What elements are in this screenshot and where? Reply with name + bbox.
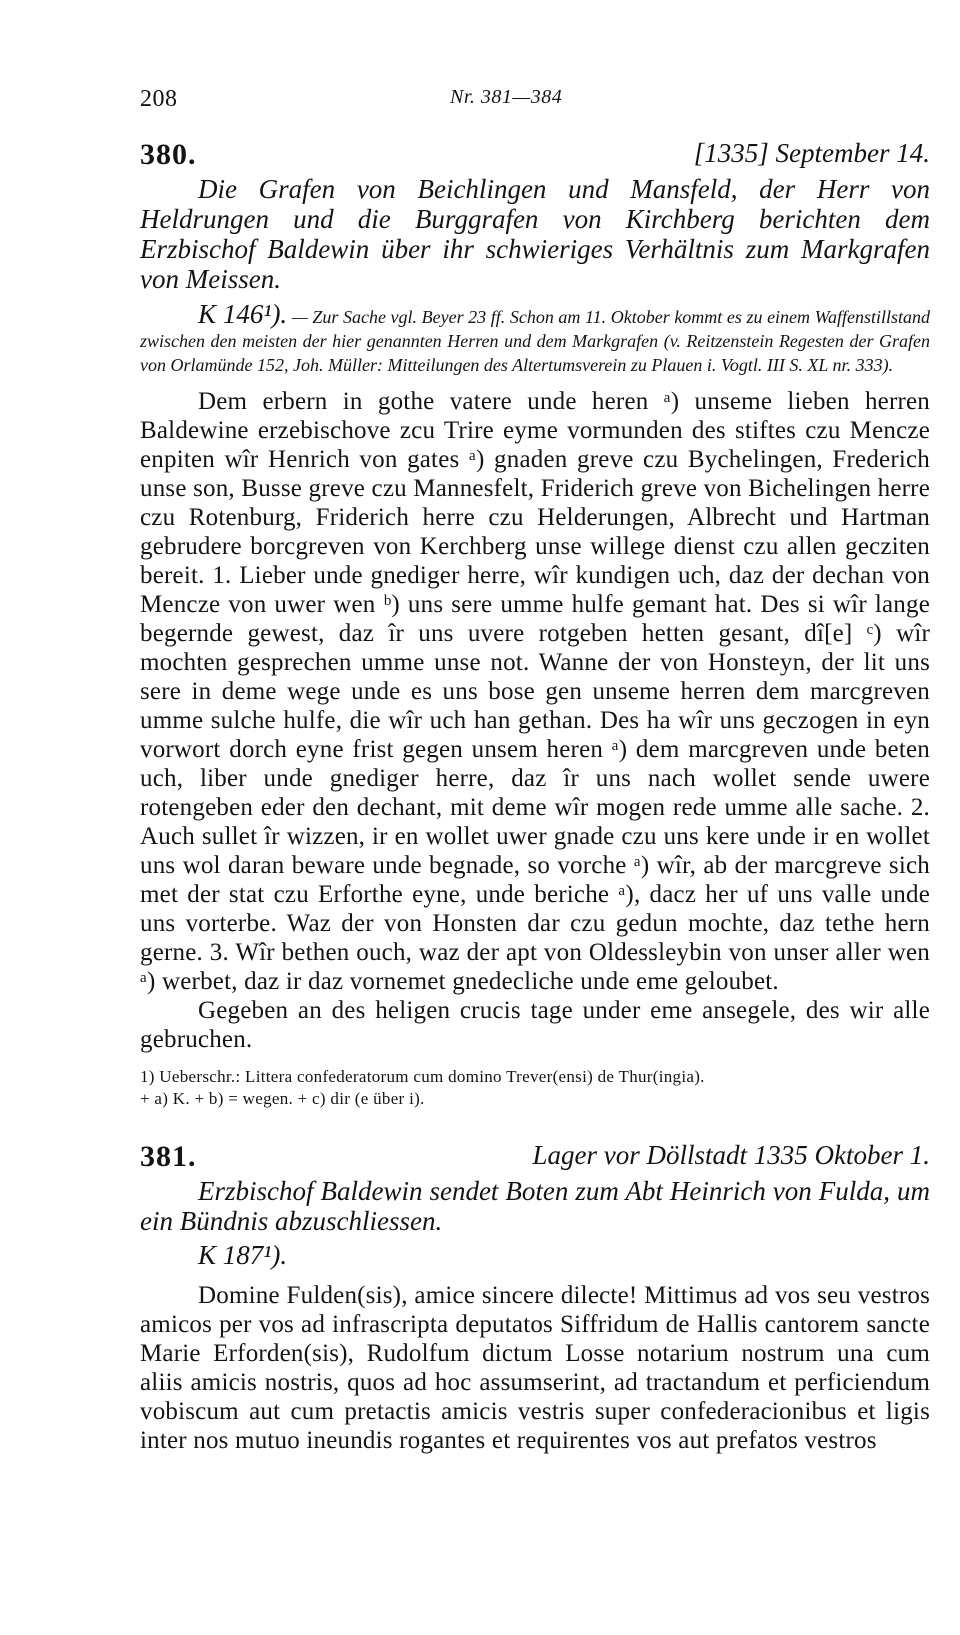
entry-header xyxy=(140,134,930,174)
running-head xyxy=(140,72,930,112)
document-text: Dem erbern in gothe vatere unde heren ᵃ) unseme lieben herren Baldewine erzebischove zcu Trire eyme vormunden des stiftes czu Mencze enpiten wîr Henrich von gates ᵃ) gnaden greve czu Bychelingen, Frederich unse son, Busse greve czu Mannesfelt, Friderich greve von Bichelingen herre czu Rotenburg, Friderich herre czu Helderungen, Albrecht und Hartman gebrudere borcgreven von Kerchberg unse willege dienst czu allen gecziten bereit. 1. Lieber unde gnediger herre, wîr kundigen uch, daz der dechan von Mencze von uwer wen ᵇ) uns sere umme hulfe gemant hat. Des si wîr lange begernde gewest, daz îr uns uvere rotgeben hetten gesant, dî[e] ᶜ) wîr mochten gesprechen umme unse not. Wanne der von Honsteyn, der lit uns sere in deme wege unde es uns bose gen unseme herren dem marcgreven umme sulche hulfe, die wîr uch han gethan. Des ha wîr uns geczogen in eyn vorwort dorch eyne frist gegen unsem heren ᵃ) dem marcgreven unde beten uch, liber unde gnediger herre, daz îr uns nach wollet sende uwere rotengeben eder den dechant, mit deme wîr mogen rede umme alle sache. 2. Auch sullet îr wizzen, ir en wollet uwer gnade czu uns kere unde ir en wollet uns wol daran beware unde begnade, so vorche ᵃ) wîr, ab der marcgreve sich met der stat czu Erforthe eyne, unde beriche ᵃ), dacz her uf uns valle unde uns vorterbe. Waz der von Honsten dar czu gedun mochte, daz tethe hern gerne. 3. Wîr bethen ouch, waz der apt von Oldessleybin von unser aller wen ᵃ) werbet, daz ir daz vornemet gnedecliche unde eme geloubet. xyxy=(140,388,930,995)
entry-381 xyxy=(140,1136,930,1455)
source-notes xyxy=(140,299,930,377)
entry-header xyxy=(140,1136,930,1176)
entry-number: 381. xyxy=(140,1140,197,1173)
entry-380 xyxy=(140,134,930,1110)
regest: Erzbischof Baldewin sendet Boten zum Abt Heinrich von Fulda, um ein Bündnis abzuschliessen. xyxy=(140,1176,930,1236)
regest: Die Grafen von Beichlingen und Mansfeld, der Herr von Heldrungen und die Burggrafen von Kirchberg berichten dem Erzbischof Baldewin über ihr schwieriges Verhältnis zum Markgrafen von Meissen. xyxy=(140,174,930,294)
page-number: 208 xyxy=(140,86,178,112)
footnotes xyxy=(140,1066,930,1110)
notes-text: — Zur Sache vgl. Beyer 23 ff. Schon am 11. Oktober kommt es zu einem Waffenstillstand zwischen den meisten der hier genannten Herren und dem Markgrafen (v. Reitzenstein Regesten der Grafen von Orlamünde 152, Joh. Müller: Mitteilungen des Altertumsverein zu Plauen i. Vogtl. III S. XL nr. 333). xyxy=(140,307,930,375)
document-text: Domine Fulden(sis), amice sincere dilecte! Mittimus ad vos seu vestros amicos per vos ad infrascripta deputatos Siffridum de Hallis cantorem sancte Marie Erforden(sis), Rudolfum dictum Losse notarium nostrum una cum aliis amicis nostris, quos ad hoc assumserint, ad tractandum et perficiendum vobiscum aut cum pretactis amicis vestris super confederacionibus et ligis inter nos mutuo ineundis rogantes et requirentes vos aut prefatos vestros xyxy=(140,1282,930,1454)
source-siglum: K 187¹). xyxy=(198,1240,288,1270)
document-dating: Gegeben an des heligen crucis tage under eme ansegele, des wir alle gebruchen. xyxy=(140,997,930,1053)
running-head-title: Nr. 381—384 xyxy=(450,86,563,108)
footnote: + a) K. + b) = wegen. + c) dir (e über i). xyxy=(140,1089,425,1108)
entry-number: 380. xyxy=(140,138,197,171)
entry-date: [1335] September 14. xyxy=(693,138,930,168)
entry-date: Lager vor Döllstadt 1335 Oktober 1. xyxy=(532,1140,930,1170)
footnote: 1) Ueberschr.: Littera confederatorum cum domino Trever(ensi) de Thur(ingia). xyxy=(140,1067,705,1086)
source-siglum: K 146¹). xyxy=(198,299,288,329)
